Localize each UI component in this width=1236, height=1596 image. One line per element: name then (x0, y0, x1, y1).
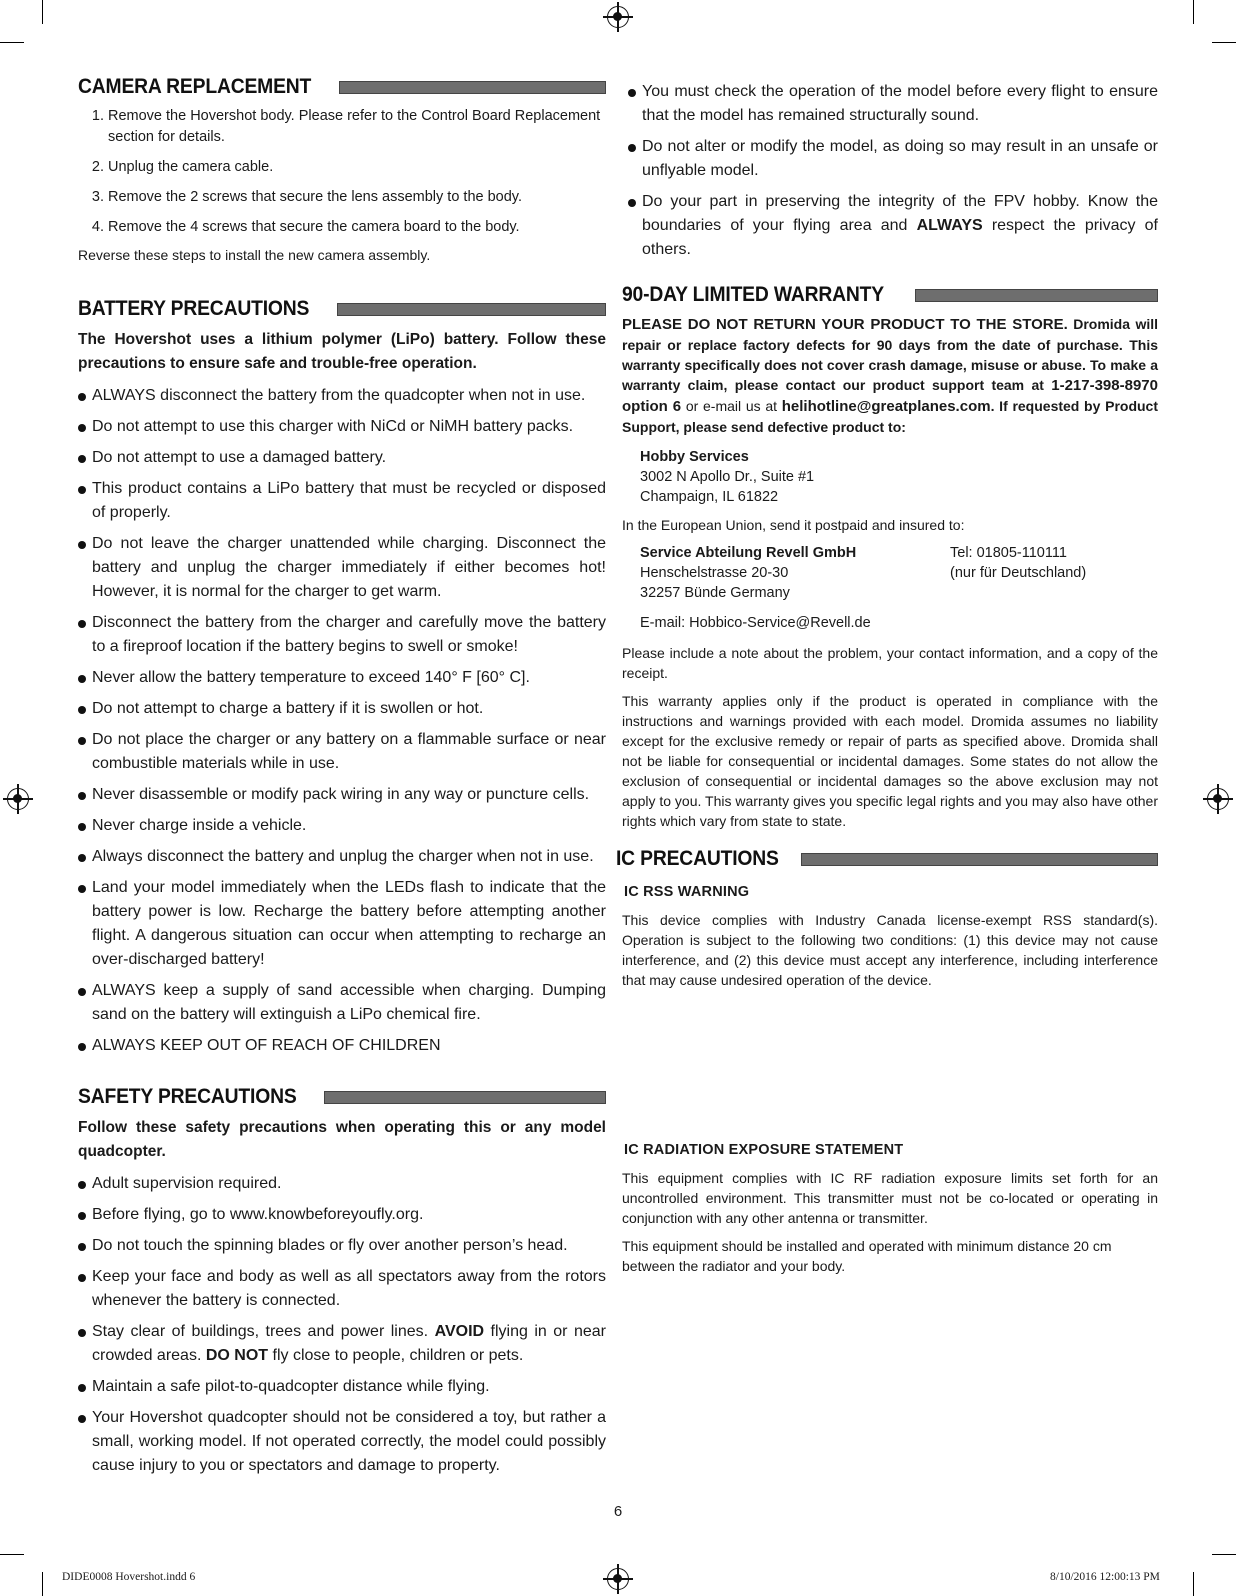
warranty-note: Please include a note about the problem, your contact information, and a copy of the receipt. (622, 645, 1158, 681)
battery-intro: The Hovershot uses a lithium polymer (LiPo) battery. Follow these precautions to ensure safe and trouble-free operation. (78, 331, 606, 372)
address-line: Champaign, IL 61822 (640, 489, 779, 505)
text-run: fly close to people, children or pets. (268, 1347, 524, 1364)
address-line: 3002 N Apollo Dr., Suite #1 (640, 469, 815, 485)
text-run: Dromida will repair or replace factory defects for 90 days from the date of purchase. This warranty specifically does not cover crash damage, misuse or abuse. To make a warranty claim, please contact our product support team at (622, 316, 1159, 393)
ic-radiation-title: IC RADIATION EXPOSURE STATEMENT (624, 1142, 904, 1158)
section-title: SAFETY PRECAUTIONS (78, 1085, 297, 1108)
section-title: 90-DAY LIMITED WARRANTY (622, 283, 884, 306)
list-item: Do not attempt to use a damaged battery. (78, 446, 606, 470)
battery-precautions-section (78, 296, 606, 1065)
warranty-paragraph (622, 314, 1158, 437)
crop-mark (1212, 1554, 1236, 1555)
list-item: Your Hovershot quadcopter should not be considered a toy, but rather a small, working model. If not operated correctly, the model could possibly cause injury to you or spectators and damage to property. (78, 1406, 606, 1478)
list-item: Do not leave the charger unattended while charging. Disconnect the battery and unplug the charger immediately if either becomes hot! However, it is normal for the charger to get warm. (78, 532, 606, 604)
header-bar (337, 303, 606, 316)
list-item: 3. Remove the 2 screws that secure the lens assembly to the body. (108, 187, 606, 208)
section-header (78, 296, 606, 322)
list-item: 1. Remove the Hovershot body. Please refer to the Control Board Replacement section for details. (108, 106, 606, 148)
support-phone: 1-217-398-8970 option 6 (622, 377, 1158, 415)
emphasis: AVOID (434, 1323, 485, 1340)
section-title: CAMERA REPLACEMENT (78, 75, 312, 98)
text-run: or e-mail us at (681, 398, 782, 414)
ic-rss-text: This device complies with Industry Canada license-exempt RSS standard(s). Operation is subject to the following two conditions: (1) this device may not cause interference, and (2) this device must accept any interference, including interference that may cause undesired operation of the device. (622, 912, 1158, 988)
section-header (78, 74, 606, 100)
text-run: Do your part in preserving the integrity of the FPV hobby. Know the boundaries of your flying area and (642, 193, 1158, 234)
registration-mark-icon (607, 6, 629, 28)
eu-intro: In the European Union, send it postpaid and insured to: (622, 517, 965, 533)
section-header (622, 282, 1158, 308)
file-slug: DIDE0008 Hovershot.indd 6 (62, 1571, 196, 1583)
battery-list (78, 384, 606, 1058)
camera-steps (78, 106, 606, 238)
eu-contact (950, 543, 1086, 603)
list-item: Always disconnect the battery and unplug the charger when not in use. (78, 845, 606, 869)
crop-mark (1212, 42, 1236, 43)
list-item: ALWAYS KEEP OUT OF REACH OF CHILDREN (78, 1034, 606, 1058)
list-item: Do not place the charger or any battery on a flammable surface or near combustible materials while in use. (78, 728, 606, 776)
ic-rss-title: IC RSS WARNING (624, 884, 750, 900)
section-title: IC PRECAUTIONS (616, 847, 779, 870)
text-run: flying in or near crowded areas. (92, 1323, 606, 1364)
address-line: Henschelstrasse 20-30 (640, 565, 789, 581)
section-title: BATTERY PRECAUTIONS (78, 297, 310, 320)
text-run: Stay clear of buildings, trees and power lines. (92, 1323, 435, 1340)
list-item: 4. Remove the 4 screws that secure the camera board to the body. (108, 217, 606, 238)
eu-phone-note: (nur für Deutschland) (950, 565, 1087, 581)
warranty-section (622, 282, 1158, 831)
support-email: helihotline@greatplanes.com (781, 398, 991, 415)
emphasis: ALWAYS (916, 217, 983, 234)
ic-precautions-section (616, 846, 1158, 990)
safety-list (78, 1172, 606, 1478)
header-bar (801, 853, 1158, 866)
crop-mark (0, 1554, 24, 1555)
list-item: Disconnect the battery from the charger and carefully move the battery to a fireproof location if the battery begins to swell or smoke! (78, 611, 606, 659)
list-item: This product contains a LiPo battery that must be recycled or disposed of properly. (78, 477, 606, 525)
safety-intro: Follow these safety precautions when operating this or any model quadcopter. (78, 1119, 606, 1160)
registration-mark-icon (1207, 788, 1229, 810)
safety-precautions-section (78, 1084, 606, 1485)
list-item: Do not alter or modify the model, as doing so may result in an unsafe or unflyable model. (628, 135, 1158, 183)
list-item: Keep your face and body as well as all spectators away from the rotors whenever the battery is connected. (78, 1265, 606, 1313)
ic-radiation-text: This equipment complies with IC RF radiation exposure limits set forth for an uncontrolled environment. This transmitter must not be co-located or operating in conjunction with any other antenna or transmitter. (622, 1170, 1158, 1226)
eu-address-block (640, 543, 950, 603)
warranty-terms: This warranty applies only if the product is operated in compliance with the instructions and warnings provided with each model. Dromida assumes no liability except for the exclusive remedy or repair of parts as specified above. Dromida shall not be liable for consequential or incidental damages. Some states do not allow the exclusion of consequential or incidental damages so the above exclusion may not apply to you. This warranty gives you specific legal rights and you may also have other rights which vary from state to state. (622, 693, 1158, 829)
list-item: Do not attempt to use this charger with NiCd or NiMH battery packs. (78, 415, 606, 439)
crop-mark (1193, 1572, 1194, 1596)
section-header (78, 1084, 606, 1110)
address-name: Service Abteilung Revell GmbH (640, 545, 857, 561)
list-item: Land your model immediately when the LEDs flash to indicate that the battery power is low. Recharge the battery before attempting another flight. A dangerous situation can occur when attempting to recharge an over-discharged battery! (78, 876, 606, 972)
camera-replacement-section (78, 74, 606, 265)
list-item: Do not attempt to charge a battery if it is swollen or hot. (78, 697, 606, 721)
header-bar (915, 289, 1158, 302)
us-address (640, 447, 1158, 507)
text-run: . If requested by Product Support, please send defective product to: (622, 398, 1158, 435)
header-bar (339, 81, 606, 94)
timestamp-slug: 8/10/2016 12:00:13 PM (1050, 1571, 1160, 1583)
list-item: ALWAYS disconnect the battery from the quadcopter when not in use. (78, 384, 606, 408)
emphasis: DO NOT (205, 1347, 269, 1364)
list-item: Do not touch the spinning blades or fly over another person’s head. (78, 1234, 606, 1258)
list-item (78, 1320, 606, 1368)
list-item: Never disassemble or modify pack wiring in any way or puncture cells. (78, 783, 606, 807)
crop-mark (42, 0, 43, 24)
camera-note: Reverse these steps to install the new camera assembly. (78, 247, 431, 263)
eu-address (640, 543, 1158, 603)
crop-mark (0, 42, 24, 43)
list-item: Maintain a safe pilot-to-quadcopter distance while flying. (78, 1375, 606, 1399)
list-item: ALWAYS keep a supply of sand accessible when charging. Dumping sand on the battery will extinguish a LiPo chemical fire. (78, 979, 606, 1027)
list-item: Never allow the battery temperature to exceed 140° F [60° C]. (78, 666, 606, 690)
ic-radiation-distance: This equipment should be installed and operated with minimum distance 20 cm between the radiator and your body. (622, 1238, 1112, 1274)
eu-phone: Tel: 01805-110111 (950, 545, 1067, 561)
text-run: respect the privacy of others. (642, 217, 1159, 258)
ic-radiation-section (622, 1142, 1158, 1276)
list-item: 2. Unplug the camera cable. (108, 157, 606, 178)
address-name: Hobby Services (640, 449, 749, 465)
section-header (616, 846, 1158, 872)
flight-bullets (628, 80, 1158, 262)
list-item: Before flying, go to www.knowbeforeyoufly.org. (78, 1203, 606, 1227)
page-number: 6 (613, 1503, 623, 1520)
list-item: Never charge inside a vehicle. (78, 814, 606, 838)
list-item (628, 190, 1158, 262)
list-item: Adult supervision required. (78, 1172, 606, 1196)
list-item: You must check the operation of the model before every flight to ensure that the model has remained structurally sound. (628, 80, 1158, 128)
registration-mark-icon (607, 1568, 629, 1590)
model-check-section (628, 80, 1158, 269)
crop-mark (42, 1572, 43, 1596)
address-line: 32257 Bünde Germany (640, 585, 790, 601)
header-bar (324, 1091, 606, 1104)
registration-mark-icon (7, 788, 29, 810)
crop-mark (1193, 0, 1194, 24)
eu-email: E-mail: Hobbico-Service@Revell.de (640, 615, 871, 631)
warranty-lead: PLEASE DO NOT RETURN YOUR PRODUCT TO THE STORE. (622, 316, 1068, 333)
